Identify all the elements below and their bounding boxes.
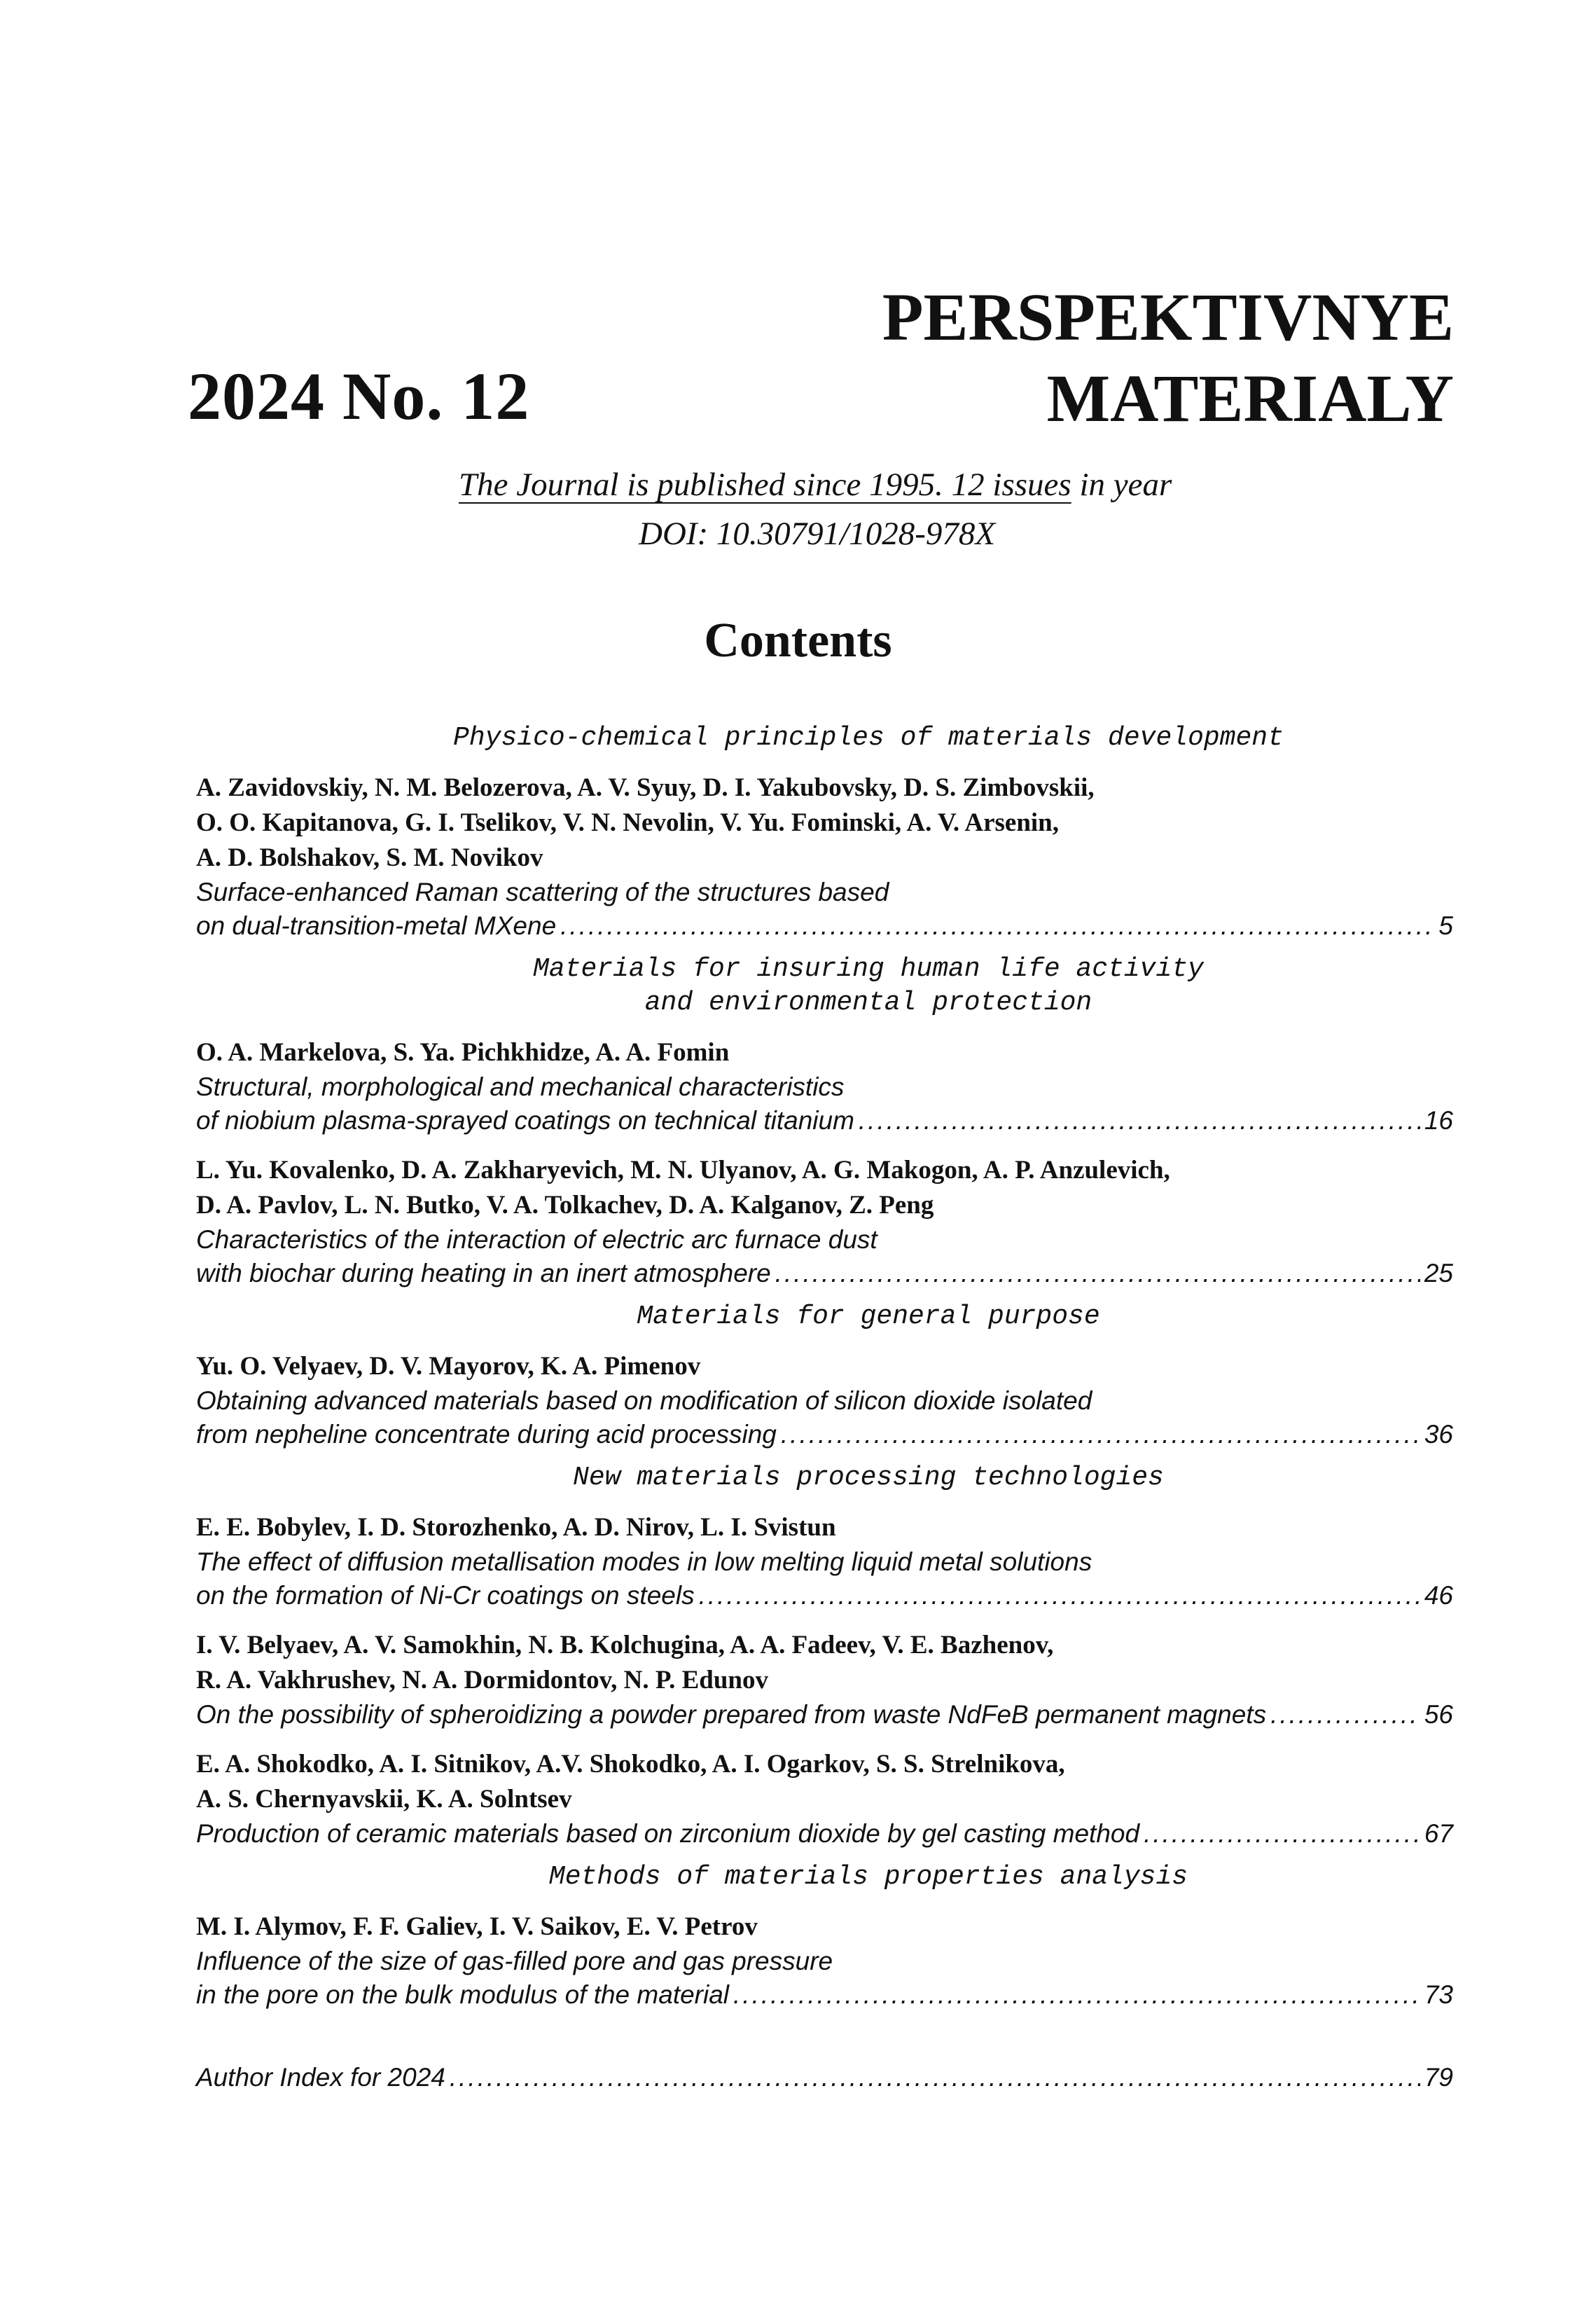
entry-title-line bbox=[196, 2061, 1453, 2094]
journal-title bbox=[882, 277, 1454, 439]
entry-title: in the pore on the bulk modulus of the material bbox=[196, 1980, 730, 2009]
publication-info-rest: in year bbox=[1071, 467, 1172, 503]
entry-authors: A. Zavidovskiy, N. M. Belozerova, A. V. Syuy, D. I. Yakubovsky, D. S. Zimbovskii, bbox=[196, 773, 1095, 802]
section-heading: New materials processing technologies bbox=[573, 1463, 1164, 1493]
entry-title: of niobium plasma-sprayed coatings on technical titanium bbox=[196, 1106, 854, 1135]
entry-title: On the possibility of spheroidizing a powder prepared from waste NdFeB permanent magnets bbox=[196, 1700, 1267, 1729]
dot-leader bbox=[859, 1104, 1420, 1138]
page-number: 56 bbox=[1424, 1700, 1453, 1729]
journal-doi: DOI: 10.30791/1028-978X bbox=[639, 516, 996, 552]
entry-authors: E. A. Shokodko, A. I. Sitnikov, A.V. Shokodko, A. I. Ogarkov, S. S. Strelnikova, bbox=[196, 1750, 1065, 1779]
toc-entry[interactable] bbox=[196, 771, 1453, 943]
entry-title: Influence of the size of gas-filled pore and gas pressure bbox=[196, 1947, 833, 1975]
entry-authors: E. E. Bobylev, I. D. Storozhenko, A. D. Nirov, L. I. Svistun bbox=[196, 1513, 836, 1542]
page-number: 5 bbox=[1438, 911, 1453, 940]
toc-entry[interactable] bbox=[196, 1349, 1453, 1451]
entry-title-line bbox=[196, 1817, 1453, 1851]
dot-leader bbox=[733, 1978, 1420, 2012]
section-heading: Materials for general purpose bbox=[637, 1301, 1100, 1332]
section-heading: Physico-chemical principles of materials development bbox=[453, 723, 1284, 753]
entry-title: The effect of diffusion metallisation modes in low melting liquid metal solutions bbox=[196, 1547, 1092, 1576]
dot-leader bbox=[450, 2061, 1420, 2094]
dot-leader bbox=[1270, 1698, 1420, 1732]
publication-info-underlined: The Journal is published since 1995. 12 issues bbox=[459, 467, 1071, 503]
entry-authors: M. I. Alymov, F. F. Galiev, I. V. Saikov, E. V. Petrov bbox=[196, 1912, 758, 1941]
section-heading: Methods of materials properties analysis bbox=[548, 1862, 1188, 1892]
entry-title-line bbox=[196, 909, 1453, 943]
author-index-title: Author Index for 2024 bbox=[196, 2063, 445, 2092]
page-number: 16 bbox=[1424, 1106, 1453, 1135]
entry-title-line bbox=[196, 1698, 1453, 1732]
toc-entry[interactable] bbox=[196, 1510, 1453, 1613]
dot-leader bbox=[1144, 1817, 1420, 1851]
page-number: 79 bbox=[1424, 2063, 1453, 2092]
toc-entry[interactable] bbox=[196, 1035, 1453, 1138]
entry-title: Obtaining advanced materials based on modification of silicon dioxide isolated bbox=[196, 1386, 1092, 1415]
page-number: 67 bbox=[1424, 1819, 1453, 1848]
entry-title-line bbox=[196, 1104, 1453, 1138]
dot-leader bbox=[699, 1579, 1420, 1613]
entry-title: from nepheline concentrate during acid processing bbox=[196, 1420, 777, 1449]
page-number: 73 bbox=[1424, 1980, 1453, 2009]
entry-authors: D. A. Pavlov, L. N. Butko, V. A. Tolkachev, D. A. Kalganov, Z. Peng bbox=[196, 1191, 934, 1220]
entry-authors: A. D. Bolshakov, S. M. Novikov bbox=[196, 843, 543, 872]
page-number: 46 bbox=[1424, 1581, 1453, 1610]
entry-title: Production of ceramic materials based on zirconium dioxide by gel casting method bbox=[196, 1819, 1140, 1848]
contents-heading: Contents bbox=[704, 614, 892, 668]
publication-info bbox=[459, 466, 1172, 504]
section-heading: and environmental protection bbox=[644, 988, 1092, 1018]
entry-title: on dual-transition-metal MXene bbox=[196, 911, 557, 940]
entry-title: Surface-enhanced Raman scattering of the structures based bbox=[196, 878, 889, 906]
entry-authors: O. A. Markelova, S. Ya. Pichkhidze, A. A. Fomin bbox=[196, 1038, 730, 1067]
issue-number: 2024 No. 12 bbox=[188, 359, 530, 434]
entry-authors: I. V. Belyaev, A. V. Samokhin, N. B. Kolchugina, A. A. Fadeev, V. E. Bazhenov, bbox=[196, 1631, 1054, 1659]
entry-authors: A. S. Chernyavskii, K. A. Solntsev bbox=[196, 1785, 572, 1814]
journal-title-line-1: PERSPEKTIVNYE bbox=[882, 279, 1454, 354]
entry-title: Structural, morphological and mechanical characteristics bbox=[196, 1072, 845, 1101]
entry-authors: Yu. O. Velyaev, D. V. Mayorov, K. A. Pimenov bbox=[196, 1352, 701, 1381]
dot-leader bbox=[781, 1418, 1420, 1451]
page-number: 36 bbox=[1424, 1420, 1453, 1449]
entry-title-line bbox=[196, 1978, 1453, 2012]
entry-authors: L. Yu. Kovalenko, D. A. Zakharyevich, M. N. Ulyanov, A. G. Makogon, A. P. Anzulevich, bbox=[196, 1156, 1170, 1185]
toc-entry[interactable] bbox=[196, 1153, 1453, 1290]
page-number: 25 bbox=[1424, 1259, 1453, 1287]
entry-title: on the formation of Ni-Cr coatings on steels bbox=[196, 1581, 695, 1610]
entry-authors: O. O. Kapitanova, G. I. Tselikov, V. N. Nevolin, V. Yu. Fominski, A. V. Arsenin, bbox=[196, 808, 1060, 837]
toc-entry[interactable] bbox=[196, 1747, 1453, 1851]
entry-title-line bbox=[196, 1418, 1453, 1451]
entry-authors: R. A. Vakhrushev, N. A. Dormidontov, N. P. Edunov bbox=[196, 1666, 768, 1694]
entry-title: Characteristics of the interaction of electric arc furnace dust bbox=[196, 1225, 877, 1254]
author-index-entry[interactable] bbox=[196, 2061, 1453, 2094]
journal-title-line-2: MATERIALY bbox=[1046, 361, 1454, 436]
entry-title-line bbox=[196, 1257, 1453, 1290]
table-of-contents bbox=[0, 721, 1596, 2094]
entry-title-line bbox=[196, 1579, 1453, 1613]
section-heading: Materials for insuring human life activity bbox=[533, 954, 1204, 984]
dot-leader bbox=[775, 1257, 1420, 1290]
toc-entry[interactable] bbox=[196, 1910, 1453, 2012]
entry-title: with biochar during heating in an inert atmosphere bbox=[196, 1259, 771, 1287]
dot-leader bbox=[560, 909, 1434, 943]
toc-entry[interactable] bbox=[196, 1628, 1453, 1732]
